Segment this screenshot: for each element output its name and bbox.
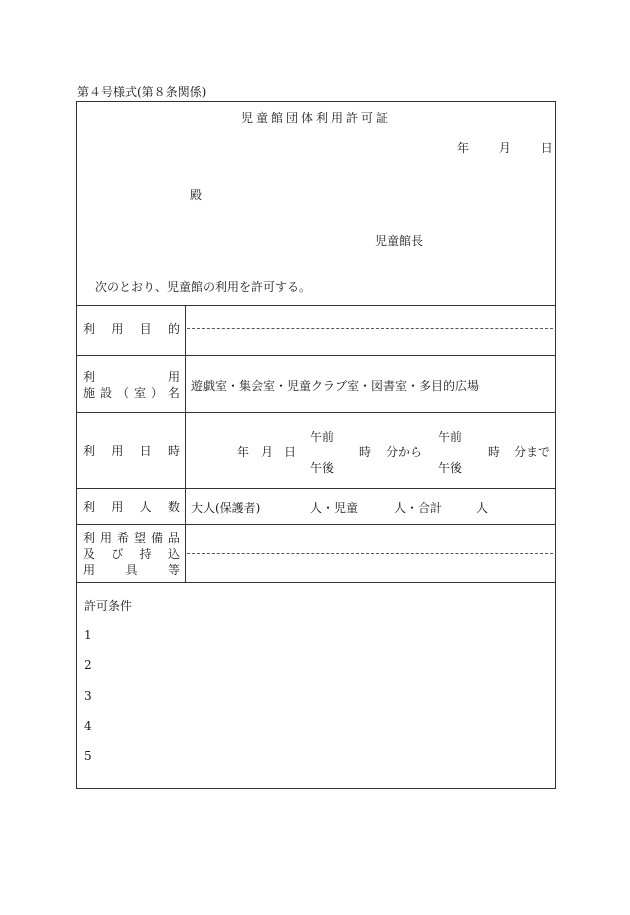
issuer-title: 児童館長 — [375, 234, 424, 248]
issue-date — [457, 139, 553, 156]
permit-form — [76, 101, 556, 789]
end-pm: 午後 — [438, 461, 463, 475]
form-title: 児童館団体利用許可証 — [240, 111, 391, 125]
facility-label: 利 用 施 設 （ 室 ） 名 — [83, 370, 180, 400]
condition-item: 1 — [84, 628, 92, 642]
addressee-suffix: 殿 — [190, 188, 203, 202]
purpose-label: 利 用 目 的 — [83, 322, 180, 336]
end-minute: 分まで — [514, 445, 551, 459]
use-month: 月 — [261, 445, 274, 459]
year-unit: 年 — [457, 141, 470, 155]
condition-item: 4 — [84, 719, 92, 733]
conditions-heading: 許可条件 — [84, 599, 133, 613]
start-pm: 午後 — [310, 461, 335, 475]
form-number: 第４号様式(第８条関係) — [77, 85, 207, 99]
use-year: 年 — [237, 445, 250, 459]
start-am: 午前 — [310, 430, 335, 444]
condition-item: 2 — [84, 658, 92, 672]
condition-item: 5 — [84, 749, 92, 763]
condition-item: 3 — [84, 689, 92, 703]
end-hour: 時 — [488, 445, 501, 459]
equipment-label: 利 用 希 望 備 品 及 び 持 込 用 具 等 — [83, 531, 180, 577]
count-label: 利 用 人 数 — [83, 500, 180, 514]
permit-statement: 次のとおり、児童館の利用を許可する。 — [95, 280, 312, 294]
month-unit: 月 — [498, 141, 511, 155]
start-minute: 分から — [386, 445, 423, 459]
child-count-label: 人・児童 — [310, 501, 359, 515]
total-unit: 人 — [476, 501, 489, 515]
purpose-entry-line[interactable] — [187, 328, 553, 329]
equipment-entry-line[interactable] — [187, 553, 553, 554]
use-day: 日 — [284, 445, 297, 459]
day-unit: 日 — [540, 141, 553, 155]
datetime-label: 利 用 日 時 — [83, 444, 180, 458]
end-am: 午前 — [438, 430, 463, 444]
facility-options: 遊戯室・集会室・児童クラブ室・図書室・多目的広場 — [191, 379, 480, 393]
start-hour: 時 — [359, 445, 372, 459]
adult-count-label: 大人(保護者) — [191, 501, 261, 515]
total-count-label: 人・合計 — [394, 501, 443, 515]
